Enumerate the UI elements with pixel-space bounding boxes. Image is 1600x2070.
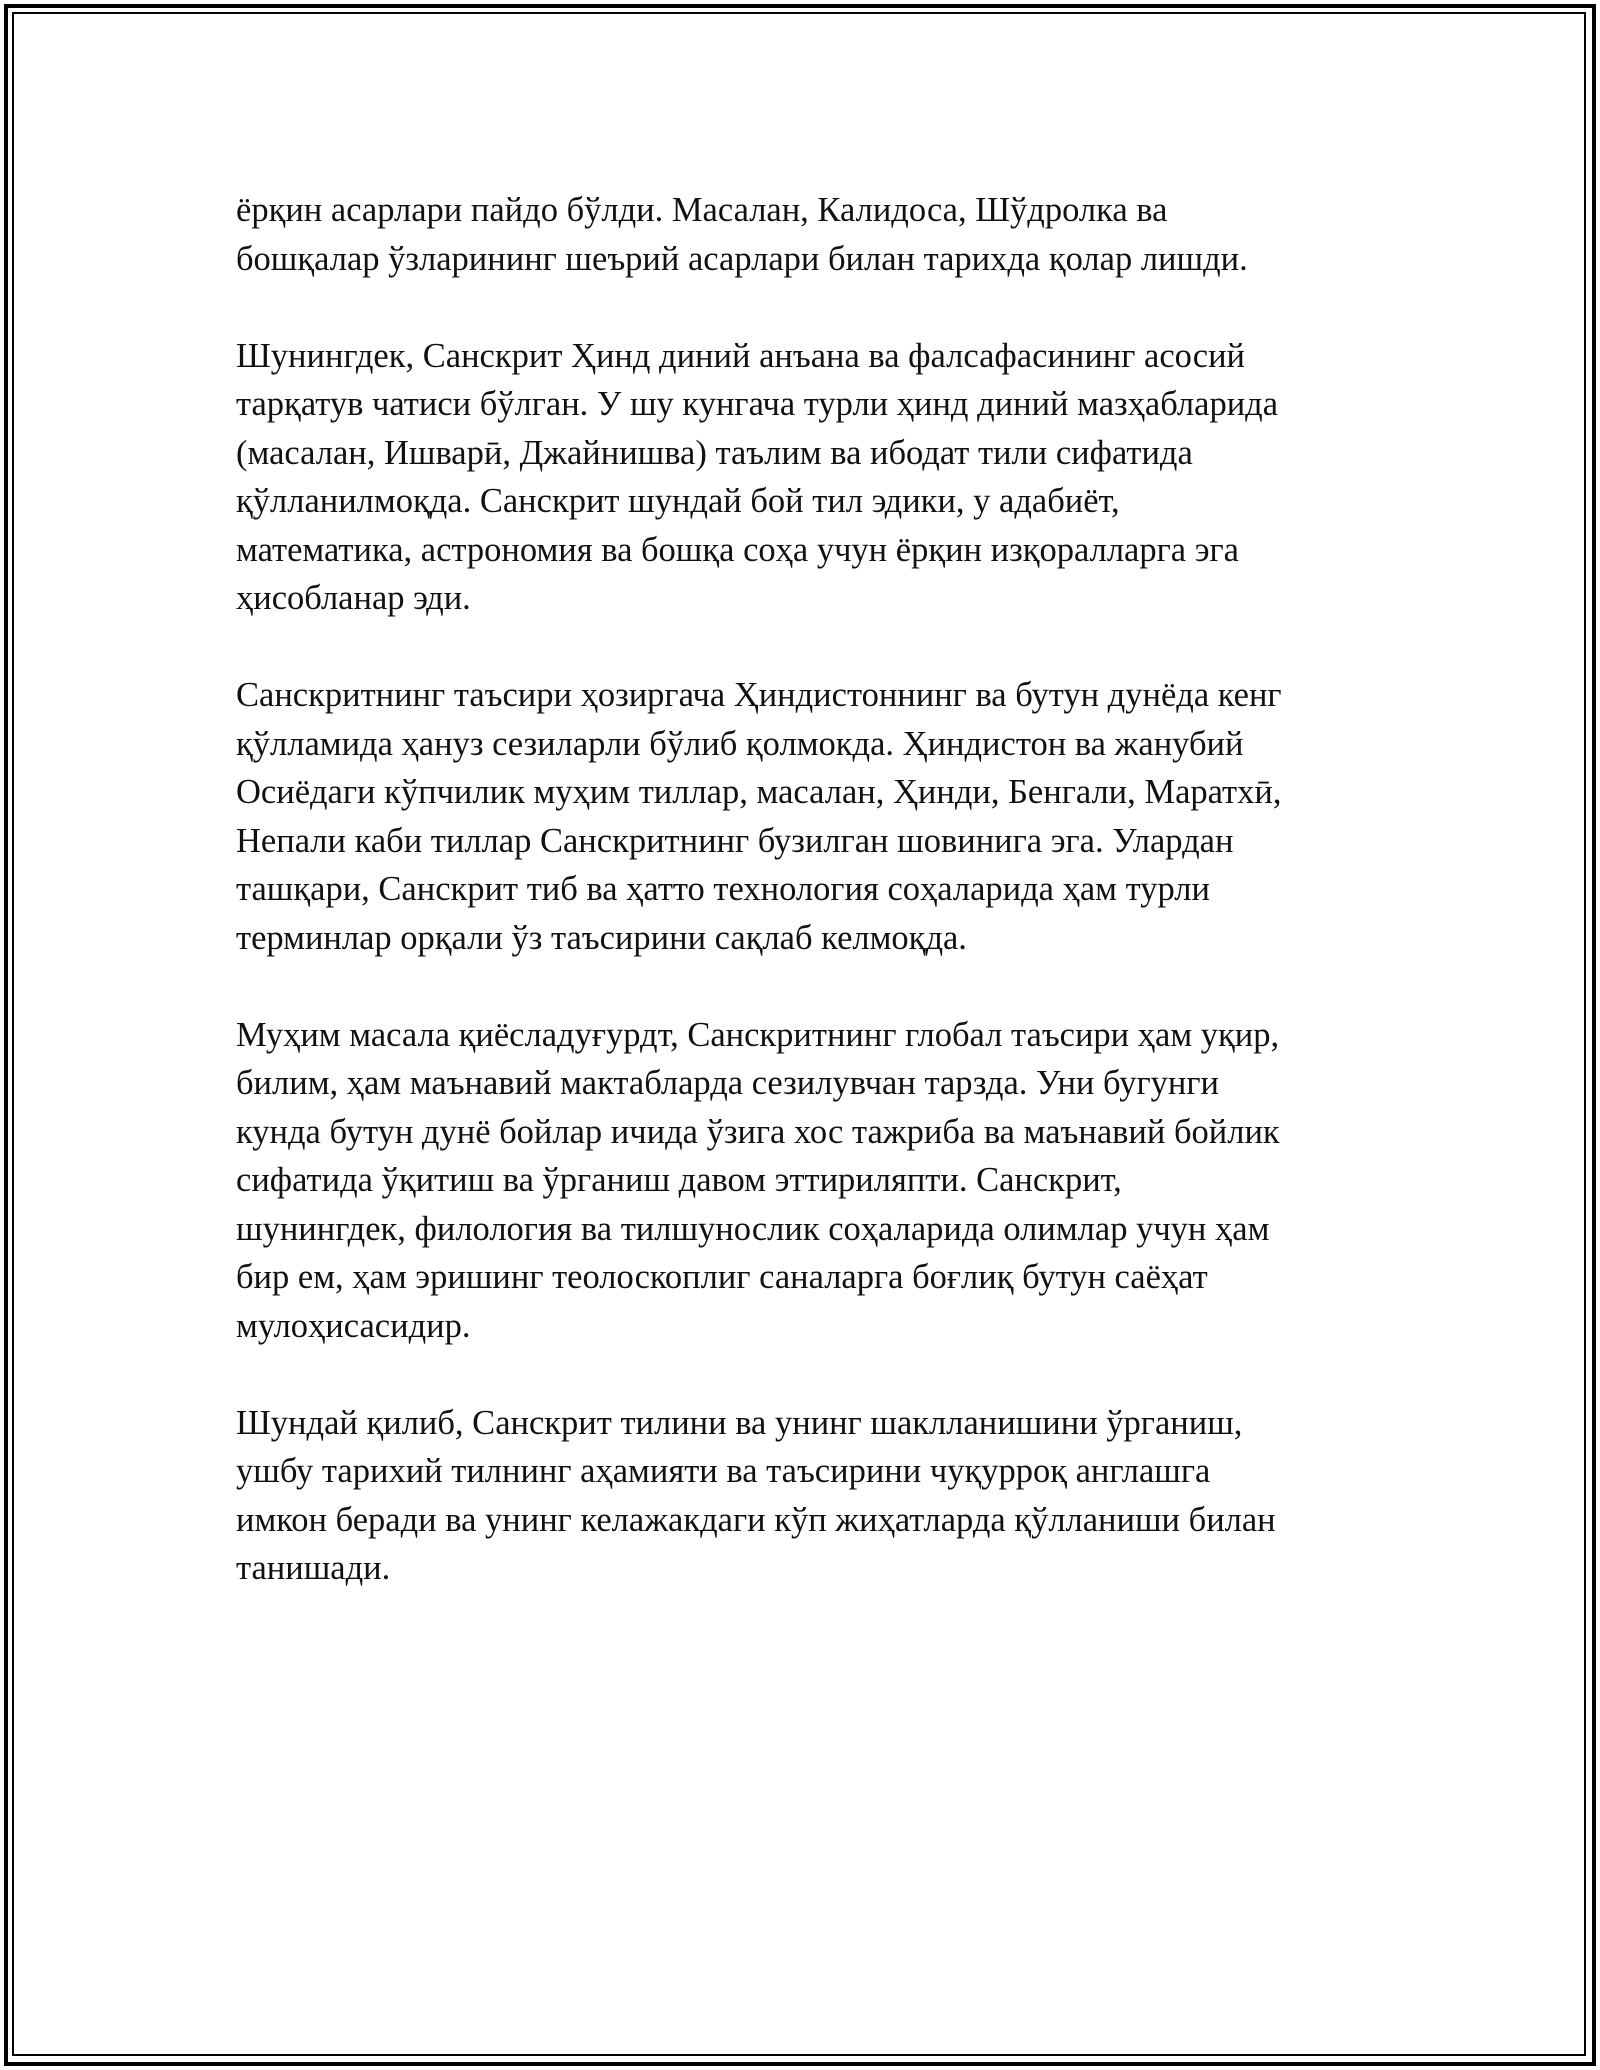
paragraph-2: Шунингдек, Санскрит Ҳинд диний анъана ва фалсафасининг асосий тарқатув чатиси бўлган. У шу кунгача турли ҳинд диний мазҳабларида (масалан, Ишварӣ, Джайнишва) таълим ва ибодат тили сифатида қўлланилмоқда. Санскрит шундай бой тил эдики, у адабиёт, математика, астрономия ва бошқа соҳа учун ёрқин изқоралларга эга ҳисобланар эди. [236,336,1279,617]
paragraph-3: Санскритнинг таъсири ҳозиргача Ҳиндистоннинг ва бутун дунёда кенг қўлламида ҳануз сезиларли бўлиб қолмокда. Ҳиндистон ва жанубий Осиёдаги кўпчилик муҳим тиллар, масалан, Ҳинди, Бенгали, Маратхӣ, Непали каби тиллар Санскритнинг бузилган шовинига эга. Улардан ташқари, Санскрит тиб ва ҳатто технология соҳаларида ҳам турли терминлар орқали ўз таъсирини сақлаб келмоқда. [236,676,1282,957]
paragraph-4: Муҳим масала қиёсладуғурдт, Санскритнинг глобал таъсири ҳам уқир, билим, ҳам маънавий мактабларда сезилувчан тарзда. Уни бугунги кунда бутун дунё бойлар ичида ўзига хос тажриба ва маънавий бойлик сифатида ўқитиш ва ўрганиш давом эттириляпти. Санскрит, шунингдек, филология ва тилшунослик соҳаларида олимлар учун ҳам бир ем, ҳам эришинг теолоскоплиг саналарга боғлиқ бутун саёҳат мулоҳисасидир. [236,1015,1280,1345]
paragraph-5: Шундай қилиб, Санскрит тилини ва унинг шаклланишини ўрганиш, ушбу тарихий тилнинг аҳамияти ва таъсирини чуқурроқ англашга имкон беради ва унинг келажакдаги кўп жиҳатларда қўлланиши билан танишади. [236,1403,1276,1587]
paragraph-1: ёрқин асарлари пайдо бўлди. Масалан, Калидоса, Шўдролка ва бошқалар ўзларининг шеърий асарлари билан тарихда қолар лишди. [236,191,1248,278]
document-body [236,186,1386,1641]
